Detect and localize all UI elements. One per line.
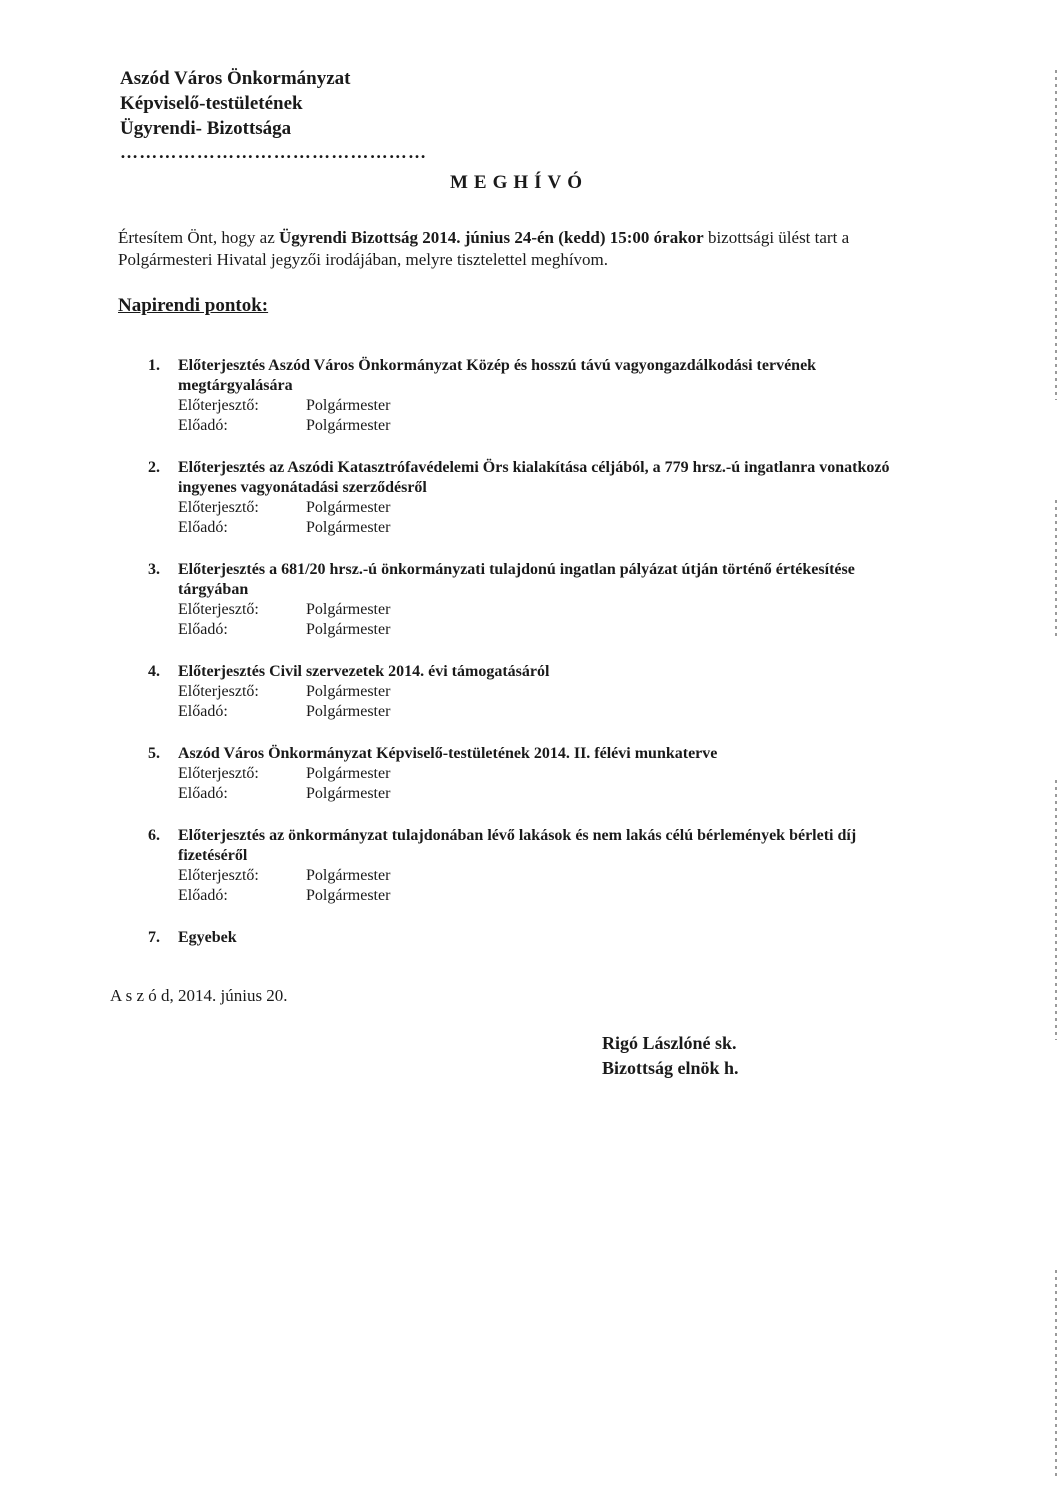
presenter-value: Polgármester — [306, 499, 391, 516]
presenter-row — [178, 600, 928, 620]
agenda-item — [148, 458, 928, 538]
speaker-label: Előadó: — [178, 703, 228, 720]
agenda-item-title: Előterjesztés Aszód Város Önkormányzat Közép és hosszú távú vagyongazdálkodási tervének megtárgyalására — [178, 357, 817, 394]
presenter-label: Előterjesztő: — [178, 397, 259, 414]
letterhead-line-2: Képviselő-testületének — [120, 93, 303, 114]
agenda-item-roles — [178, 498, 928, 538]
speaker-value: Polgármester — [306, 887, 391, 904]
intro-text-start: Értesítem Önt, hogy az — [118, 228, 279, 247]
presenter-value: Polgármester — [306, 765, 391, 782]
scan-edge-mark — [1055, 1270, 1057, 1480]
presenter-label: Előterjesztő: — [178, 499, 259, 516]
presenter-value: Polgármester — [306, 601, 391, 618]
agenda-item-number: 1. — [148, 357, 160, 374]
speaker-label: Előadó: — [178, 519, 228, 536]
place-and-date: A s z ó d, 2014. június 20. — [110, 986, 288, 1005]
speaker-label: Előadó: — [178, 417, 228, 434]
agenda-heading: Napirendi pontok: — [118, 295, 269, 316]
speaker-row — [178, 518, 928, 538]
agenda-item-roles — [178, 866, 928, 906]
agenda-item-title: Előterjesztés az Aszódi Katasztrófavédelemi Örs kialakítása céljából, a 779 hrsz.-ú ingatlanra vonatkozó ingyenes vagyonátadási szerződésről — [178, 459, 890, 496]
presenter-row — [178, 682, 928, 702]
agenda-item-title: Előterjesztés az önkormányzat tulajdonában lévő lakások és nem lakás célú bérlemények bérleti díj fizetéséről — [178, 827, 857, 864]
agenda-item — [148, 928, 928, 948]
speaker-row — [178, 784, 928, 804]
letterhead — [120, 66, 350, 141]
agenda-item-roles — [178, 600, 928, 640]
agenda-item-title: Előterjesztés Civil szervezetek 2014. évi támogatásáról — [178, 663, 550, 680]
agenda-item-number: 7. — [148, 929, 160, 946]
agenda-item — [148, 662, 928, 722]
agenda-list — [148, 356, 928, 970]
speaker-value: Polgármester — [306, 417, 391, 434]
speaker-value: Polgármester — [306, 785, 391, 802]
presenter-label: Előterjesztő: — [178, 601, 259, 618]
speaker-label: Előadó: — [178, 887, 228, 904]
agenda-item-number: 3. — [148, 561, 160, 578]
intro-text-end: bizottsági ülést tart a Polgármesteri Hivatal jegyzői irodájában, melyre tisztelettel meghívom. — [118, 228, 850, 269]
agenda-item-roles — [178, 764, 928, 804]
agenda-item-number: 5. — [148, 745, 160, 762]
agenda-item — [148, 560, 928, 640]
presenter-row — [178, 866, 928, 886]
presenter-row — [178, 396, 928, 416]
document-title: MEGHÍVÓ — [450, 172, 589, 193]
speaker-row — [178, 702, 928, 722]
speaker-value: Polgármester — [306, 703, 391, 720]
speaker-value: Polgármester — [306, 621, 391, 638]
agenda-item — [148, 356, 928, 436]
presenter-label: Előterjesztő: — [178, 765, 259, 782]
speaker-row — [178, 416, 928, 436]
presenter-row — [178, 498, 928, 518]
speaker-row — [178, 886, 928, 906]
agenda-item-roles — [178, 682, 928, 722]
signature-block — [602, 1031, 739, 1081]
intro-text-bold: Ügyrendi Bizottság 2014. június 24-én (kedd) 15:00 órakor — [279, 228, 704, 247]
letterhead-line-3: Ügyrendi- Bizottsága — [120, 118, 292, 139]
agenda-item — [148, 744, 928, 804]
letterhead-line-1: Aszód Város Önkormányzat — [120, 68, 351, 89]
presenter-row — [178, 764, 928, 784]
speaker-label: Előadó: — [178, 785, 228, 802]
agenda-item-title: Előterjesztés a 681/20 hrsz.-ú önkormányzati tulajdonú ingatlan pályázat útján történő értékesítése tárgyában — [178, 561, 855, 598]
speaker-row — [178, 620, 928, 640]
agenda-item-roles — [178, 396, 928, 436]
scan-edge-mark — [1055, 500, 1057, 640]
presenter-value: Polgármester — [306, 397, 391, 414]
presenter-value: Polgármester — [306, 683, 391, 700]
agenda-item-title: Aszód Város Önkormányzat Képviselő-testületének 2014. II. félévi munkaterve — [178, 745, 718, 762]
signatory-role: Bizottság elnök h. — [602, 1058, 739, 1078]
agenda-item-number: 2. — [148, 459, 160, 476]
agenda-item-number: 6. — [148, 827, 160, 844]
dotted-separator: ………………………………………… — [120, 142, 428, 162]
presenter-label: Előterjesztő: — [178, 867, 259, 884]
speaker-value: Polgármester — [306, 519, 391, 536]
intro-paragraph — [118, 227, 938, 271]
presenter-value: Polgármester — [306, 867, 391, 884]
scan-edge-mark — [1055, 780, 1057, 1040]
presenter-label: Előterjesztő: — [178, 683, 259, 700]
agenda-item-title: Egyebek — [178, 929, 237, 946]
speaker-label: Előadó: — [178, 621, 228, 638]
signatory-name: Rigó Lászlóné sk. — [602, 1033, 737, 1053]
agenda-item-number: 4. — [148, 663, 160, 680]
scan-edge-mark — [1055, 70, 1057, 400]
agenda-item — [148, 826, 928, 906]
